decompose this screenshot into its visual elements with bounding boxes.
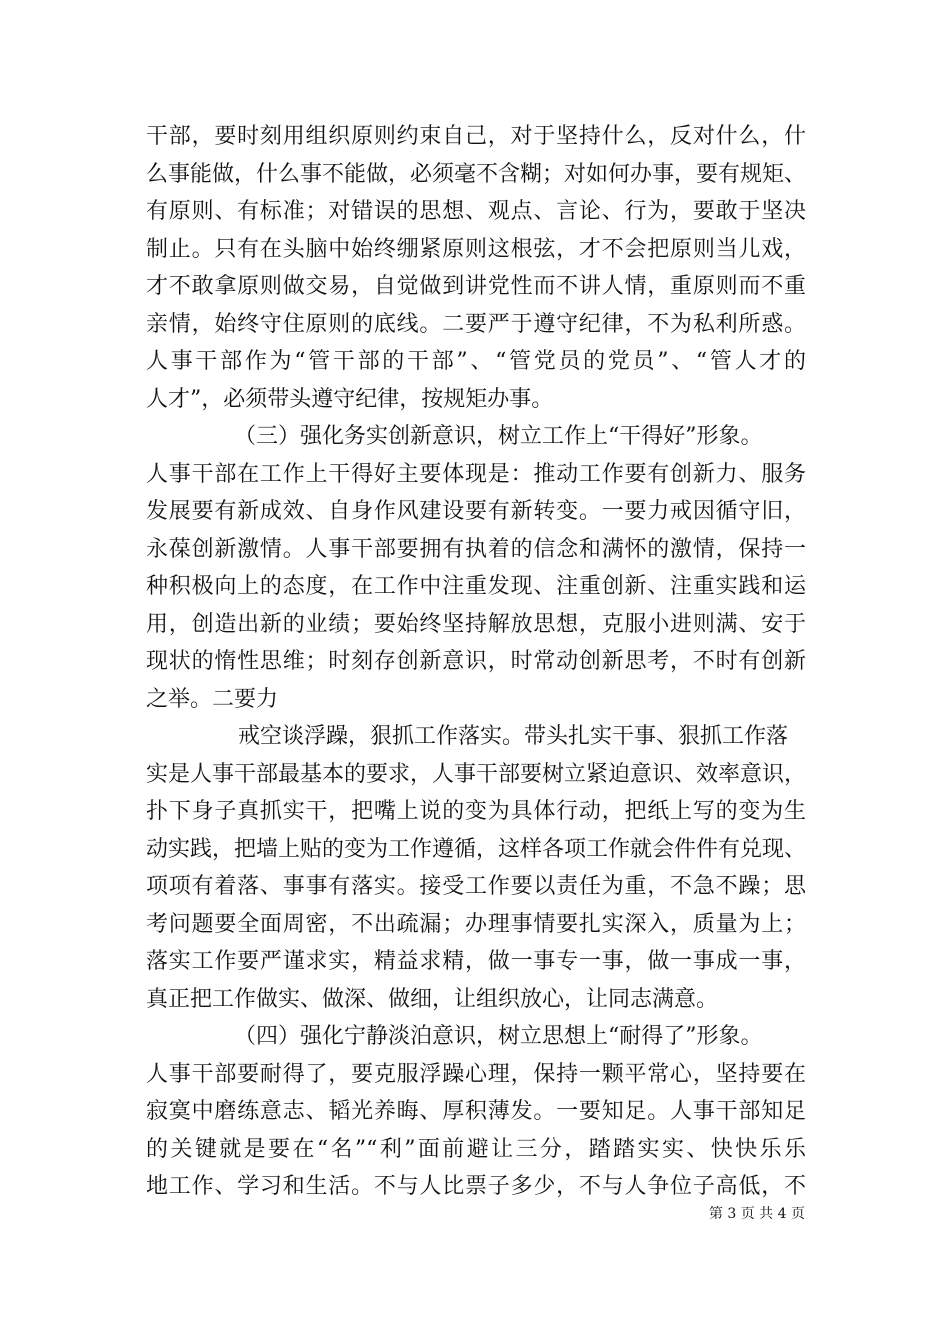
text-line: 真正把工作做实、做深、做细，让组织放心，让同志满意。 xyxy=(146,986,719,1012)
text-line: 人事干部要耐得了，要克服浮躁心理，保持一颗平常心，坚持要在 xyxy=(146,1061,806,1087)
page-number-footer: 第 3 页 共 4 页 xyxy=(708,1206,805,1222)
text-line: 地工作、学习和生活。不与人比票子多少，不与人争位子高低，不 xyxy=(146,1174,806,1199)
text-line: 干部，要时刻用组织原则约束自己，对于坚持什么，反对什么，什 xyxy=(146,124,806,149)
text-line: 现状的惰性思维；时刻存创新意识，时常动创新思考，不时有创新 xyxy=(146,649,806,674)
text-line: 寂寞中磨练意志、韬光养晦、厚积薄发。一要知足。人事干部知足 xyxy=(146,1099,806,1124)
text-line: 之举。二要力 xyxy=(146,686,279,712)
text-line: 的关键就是要在“名”“利”面前避让三分，踏踏实实、快快乐乐 xyxy=(146,1136,806,1162)
text-line: 亲情，始终守住原则的底线。二要严于遵守纪律，不为私利所惑。 xyxy=(146,311,806,337)
text-line: 制止。只有在头脑中始终绷紧原则这根弦，才不会把原则当儿戏， xyxy=(146,236,806,262)
text-line: 落实工作要严谨求实，精益求精，做一事专一事，做一事成一事， xyxy=(146,949,806,974)
text-line: 动实践，把墙上贴的变为工作遵循，这样各项工作就会件件有兑现、 xyxy=(146,836,807,862)
text-line: 用，创造出新的业绩；要始终坚持解放思想，克服小进则满、安于 xyxy=(146,611,806,637)
text-line: 人事干部在工作上干得好主要体现是：推动工作要有创新力、服务 xyxy=(146,461,806,487)
text-line: 实是人事干部最基本的要求，人事干部要树立紧迫意识、效率意识， xyxy=(146,761,807,787)
text-line: 项项有着落、事事有落实。接受工作要以责任为重，不急不躁；思 xyxy=(146,874,806,899)
section-heading-3: （三）强化务实创新意识，树立工作上“干得好”形象。 xyxy=(234,424,763,449)
text-line: 种积极向上的态度，在工作中注重发现、注重创新、注重实践和运 xyxy=(146,574,806,599)
text-line: 人才”，必须带头遵守纪律，按规矩办事。 xyxy=(146,386,554,412)
text-line: 考问题要全面周密，不出疏漏；办理事情要扎实深入，质量为上； xyxy=(146,911,806,937)
text-line: 永葆创新激情。人事干部要拥有执着的信念和满怀的激情，保持一 xyxy=(146,536,806,562)
section-heading-4: （四）强化宁静淡泊意识，树立思想上“耐得了”形象。 xyxy=(234,1024,763,1049)
text-line: 人事干部作为“管干部的干部”、“管党员的党员”、“管人才的 xyxy=(146,349,806,374)
text-line: 才不敢拿原则做交易，自觉做到讲党性而不讲人情，重原则而不重 xyxy=(146,274,806,299)
text-line: 有原则、有标准；对错误的思想、观点、言论、行为，要敢于坚决 xyxy=(146,199,806,224)
text-line: 发展要有新成效、自身作风建设要有新转变。一要力戒因循守旧， xyxy=(146,499,806,524)
text-line: 戒空谈浮躁，狠抓工作落实。带头扎实干事、狠抓工作落 xyxy=(238,724,789,749)
document-body xyxy=(146,118,806,1206)
text-line: 么事能做，什么事不能做，必须毫不含糊；对如何办事，要有规矩、 xyxy=(146,161,807,187)
text-line: 扑下身子真抓实干，把嘴上说的变为具体行动，把纸上写的变为生 xyxy=(146,799,806,824)
